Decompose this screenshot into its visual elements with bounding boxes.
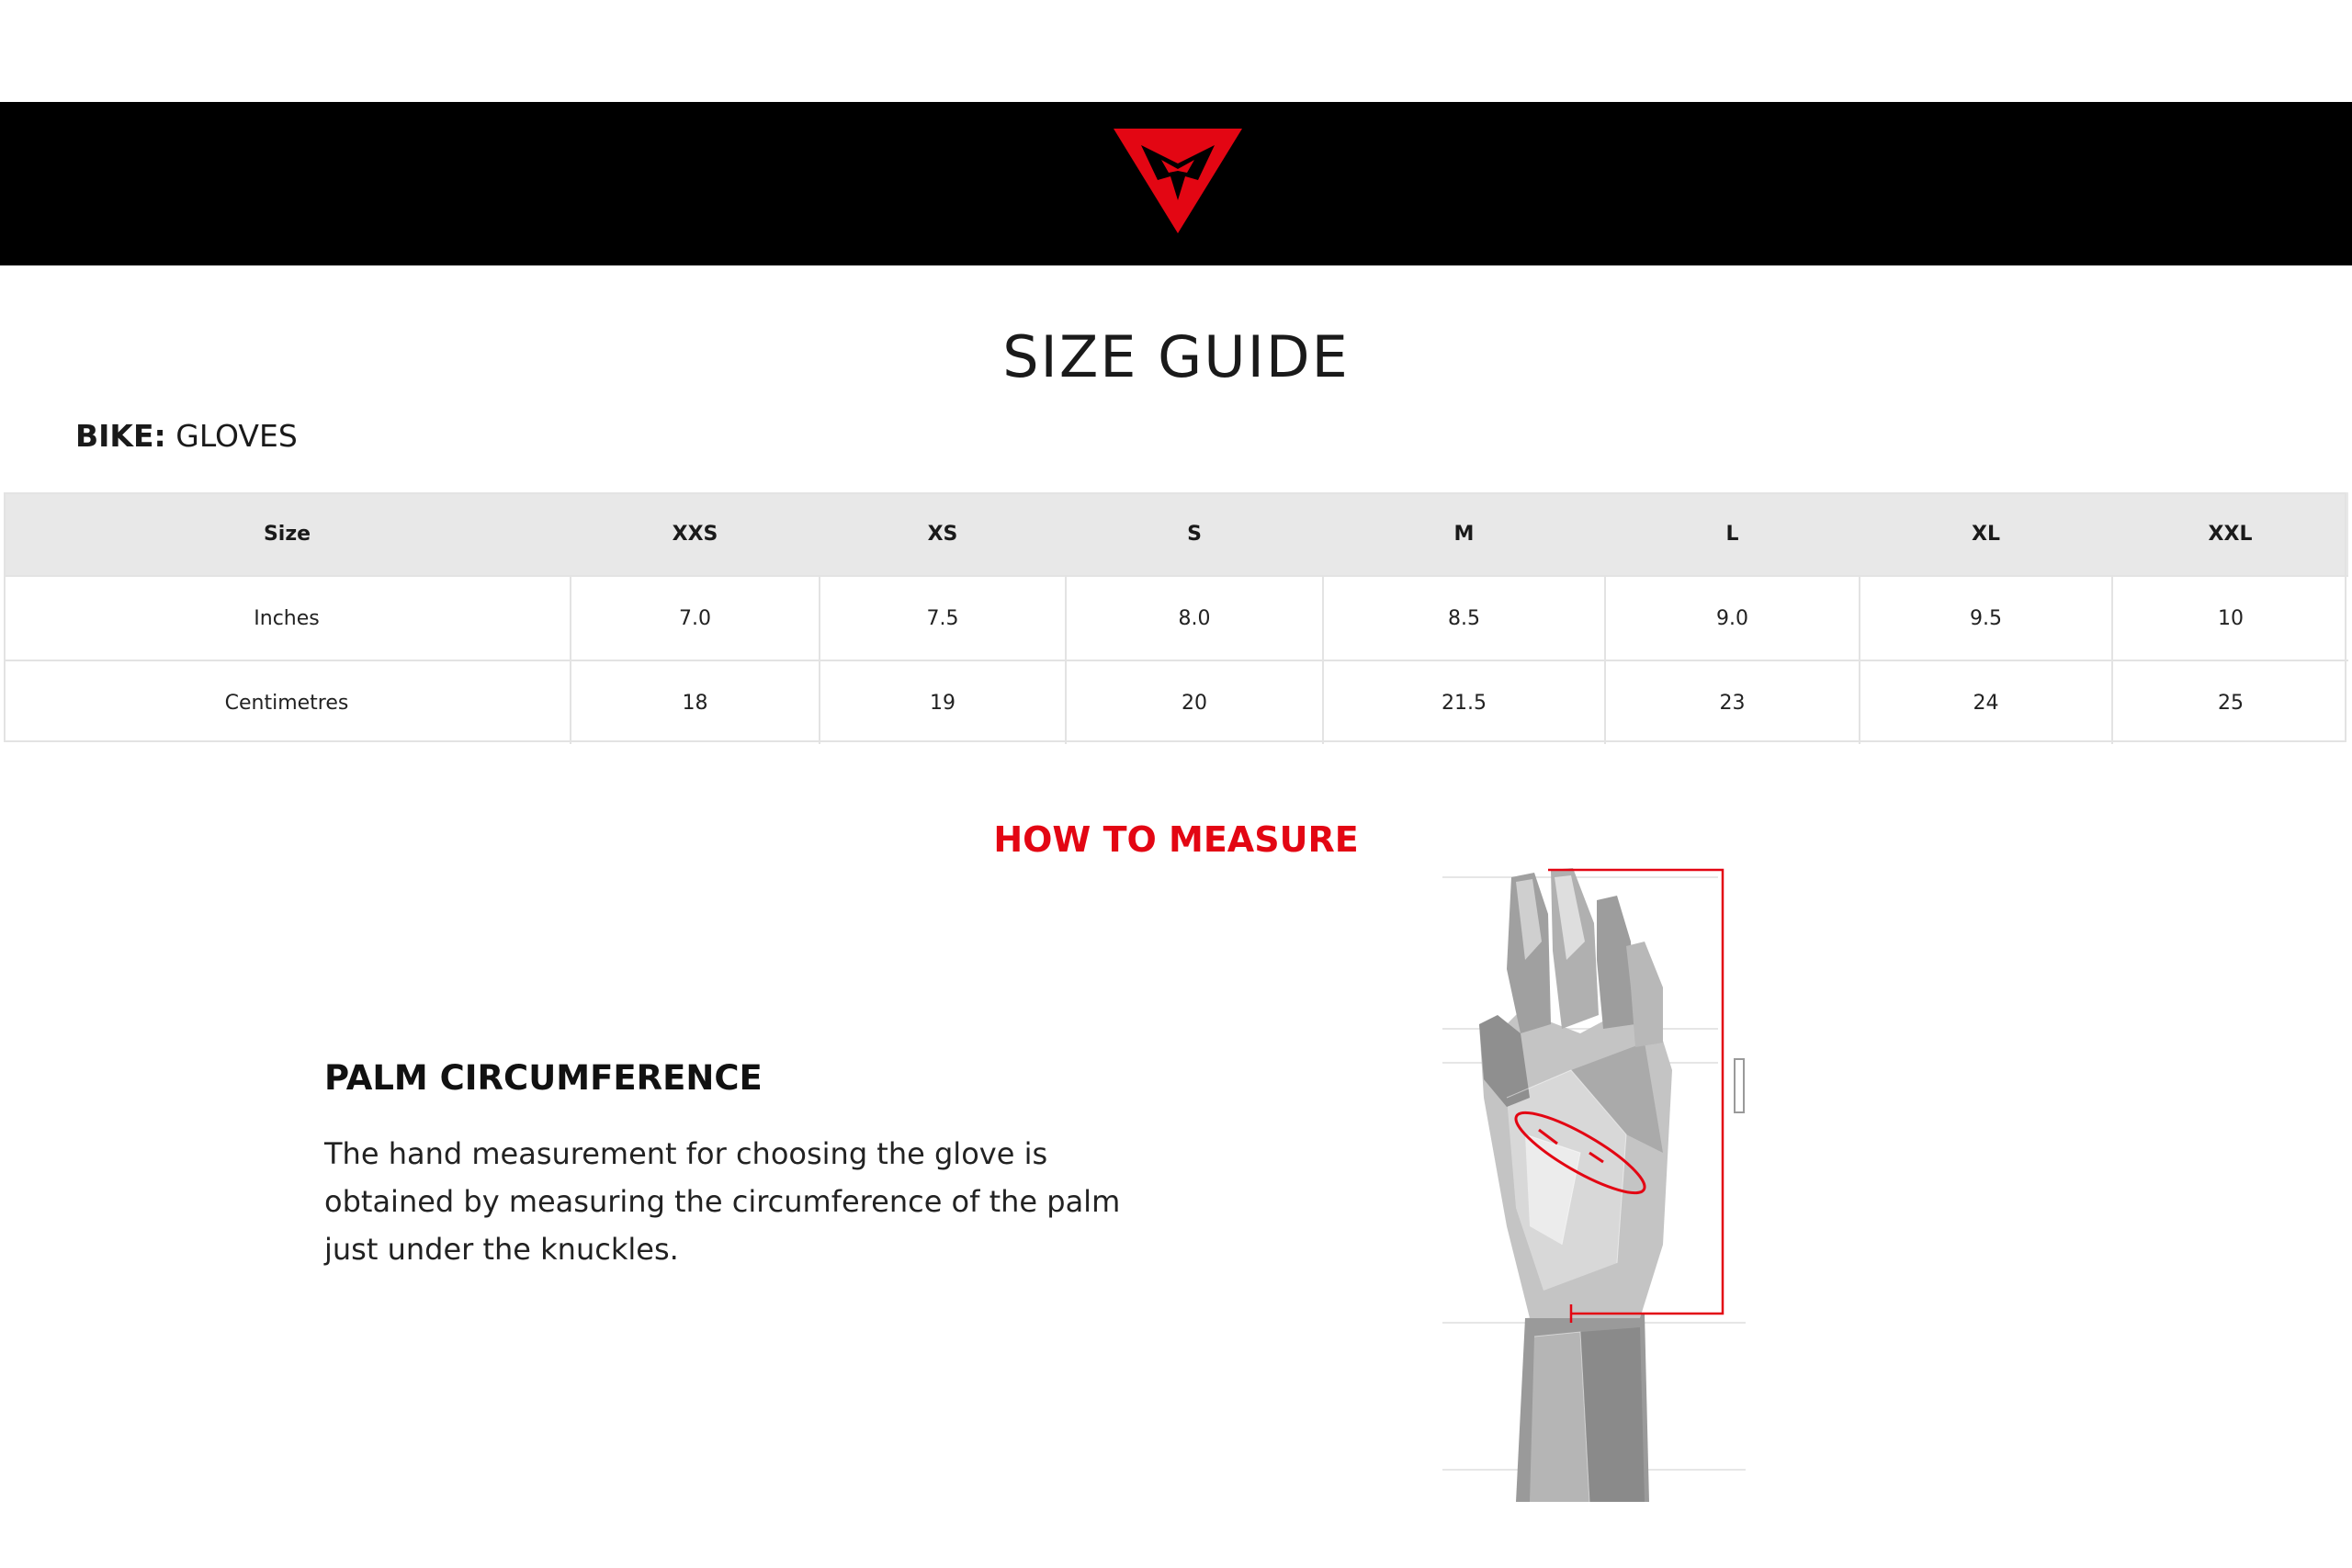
dainese-logo-icon bbox=[1114, 125, 1242, 235]
table-cell: 8.0 bbox=[1066, 576, 1323, 660]
size-table bbox=[4, 492, 2348, 744]
hand-measurement-illustration bbox=[1442, 859, 1773, 1511]
table-cell: 7.0 bbox=[571, 576, 820, 660]
table-cell: 21.5 bbox=[1323, 660, 1605, 744]
column-header: S bbox=[1187, 522, 1202, 546]
table-cell: 8.5 bbox=[1323, 576, 1605, 660]
how-to-measure-heading: HOW TO MEASURE bbox=[993, 819, 1359, 860]
column-header: XS bbox=[927, 522, 958, 546]
column-header: XXS bbox=[672, 522, 718, 546]
category-value: GLOVES bbox=[175, 418, 298, 454]
column-header: M bbox=[1453, 522, 1475, 546]
table-cell: 10 bbox=[2218, 606, 2244, 630]
category-label bbox=[75, 418, 298, 454]
table-row bbox=[4, 576, 2348, 660]
table-cell: 25 bbox=[2218, 691, 2244, 715]
row-label: Inches bbox=[4, 576, 571, 660]
table-header-row bbox=[4, 492, 2348, 576]
column-header: XXL bbox=[2208, 522, 2253, 546]
table-cell: 9.5 bbox=[1860, 576, 2112, 660]
column-header: Size bbox=[263, 522, 311, 546]
table-row bbox=[4, 660, 2348, 744]
table-cell: 9.0 bbox=[1605, 576, 1860, 660]
table-cell: 7.5 bbox=[820, 576, 1066, 660]
table-cell: 19 bbox=[820, 660, 1066, 744]
column-header: L bbox=[1725, 522, 1739, 546]
page-title: SIZE GUIDE bbox=[1002, 323, 1350, 390]
column-header: XL bbox=[1972, 522, 2000, 546]
table-cell: 24 bbox=[1860, 660, 2112, 744]
row-label: Centimetres bbox=[4, 660, 571, 744]
category-prefix: BIKE: bbox=[75, 418, 166, 454]
table-cell: 20 bbox=[1066, 660, 1323, 744]
palm-circumference-title: PALM CIRCUMFERENCE bbox=[324, 1058, 763, 1098]
palm-circumference-description: The hand measurement for choosing the glove is obtained by measuring the circumference of the palm just under the knuckles. bbox=[324, 1136, 1121, 1267]
table-cell: 18 bbox=[571, 660, 820, 744]
table-cell: 23 bbox=[1605, 660, 1860, 744]
